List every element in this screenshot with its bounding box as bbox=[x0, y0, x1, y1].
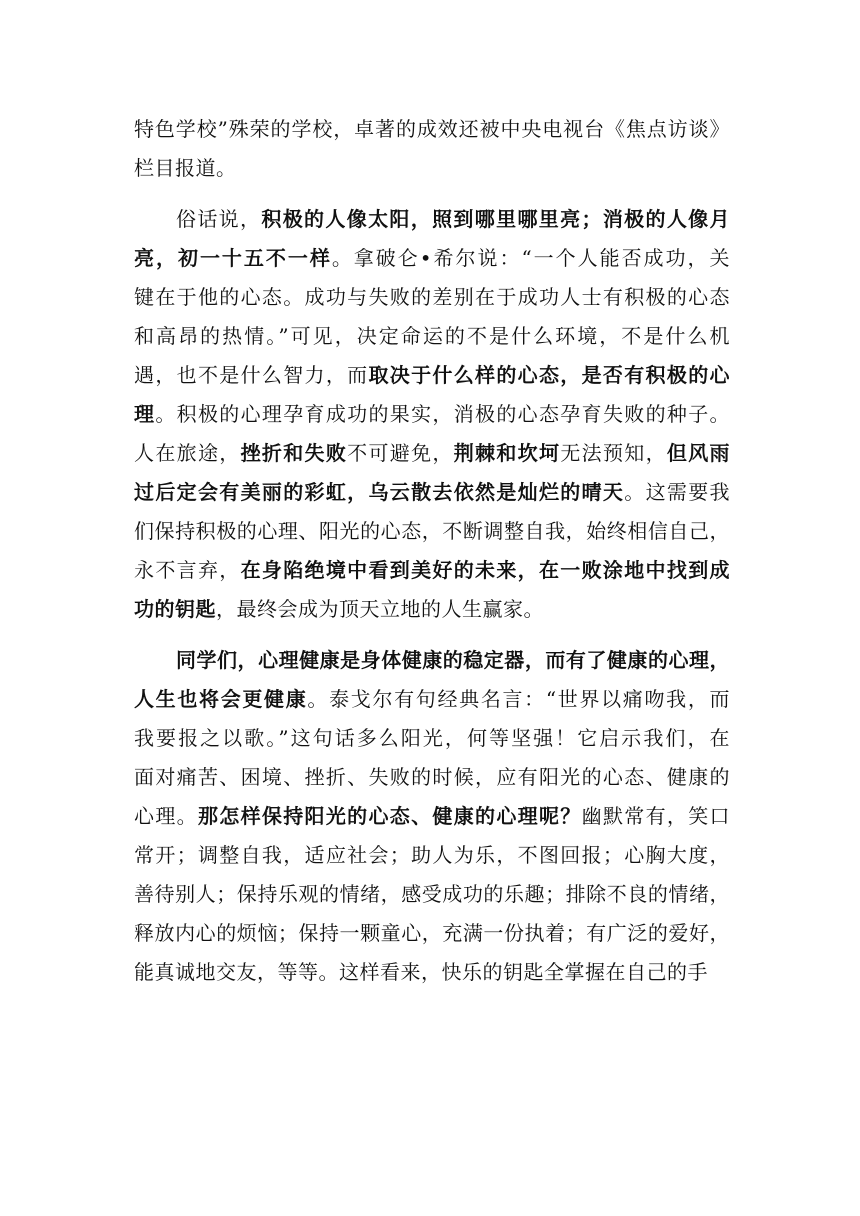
paragraph bbox=[134, 641, 730, 992]
paragraph-spacing bbox=[134, 629, 730, 641]
text-run: 善待别人；保持乐观的情绪，感受成功的乐趣；排除不良的情绪， bbox=[134, 882, 730, 906]
text-line bbox=[134, 551, 730, 590]
bold-text-run: 取决于什么样的心态，是否有积极的心 bbox=[368, 363, 730, 387]
text-run: 人在旅途， bbox=[134, 441, 241, 465]
bold-text-run: 挫折和失败 bbox=[240, 441, 348, 465]
text-line bbox=[134, 953, 730, 992]
text-run: 特色学校”殊荣的学校，卓著的成效还被中央电视台《焦点访谈》 bbox=[134, 117, 730, 141]
text-run: 无法预知， bbox=[560, 441, 667, 465]
text-line bbox=[134, 200, 730, 239]
bold-text-run: 但风雨 bbox=[666, 441, 730, 465]
paragraph-spacing bbox=[134, 188, 730, 200]
text-line bbox=[134, 680, 730, 719]
paragraph bbox=[134, 200, 730, 629]
text-run: 遇，也不是什么智力，而 bbox=[134, 363, 369, 387]
bold-text-run: 亮，初一十五不一样 bbox=[134, 246, 332, 270]
text-line bbox=[134, 110, 730, 149]
paragraph bbox=[134, 110, 730, 188]
text-line bbox=[134, 473, 730, 512]
text-run: 永不言弃， bbox=[134, 558, 241, 582]
text-line bbox=[134, 317, 730, 356]
bold-text-run: 人生也将会更健康 bbox=[134, 687, 308, 711]
text-run: 我要报之以歌。”这句话多么阳光，何等坚强！它启示我们，在 bbox=[134, 726, 730, 750]
text-line bbox=[134, 914, 730, 953]
text-run: 俗话说， bbox=[176, 207, 262, 231]
text-line bbox=[134, 395, 730, 434]
text-line bbox=[134, 875, 730, 914]
text-line bbox=[134, 590, 730, 629]
text-run: 。泰戈尔有句经典名言：“世界以痛吻我，而 bbox=[307, 687, 730, 711]
text-run: 。拿破仑•希尔说：“一个人能否成功，关 bbox=[331, 246, 730, 270]
text-run: 。这需要我 bbox=[624, 480, 730, 504]
text-run: 能真诚地交友，等等。这样看来，快乐的钥匙全掌握在自己的手 bbox=[134, 960, 708, 984]
text-run: 和高昂的热情。”可见，决定命运的不是什么环境，不是什么机 bbox=[134, 324, 730, 348]
text-line bbox=[134, 797, 730, 836]
bold-text-run: 同学们，心理健康是身体健康的稳定器，而有了健康的心理， bbox=[176, 648, 730, 672]
text-line bbox=[134, 641, 730, 680]
bold-text-run: 功的钥匙 bbox=[134, 597, 216, 621]
bold-text-run: 在身陷绝境中看到美好的未来，在一败涂地中找到成 bbox=[240, 558, 730, 582]
text-run: 栏目报道。 bbox=[134, 156, 237, 180]
text-line bbox=[134, 278, 730, 317]
text-run: 常开；调整自我，适应社会；助人为乐，不图回报；心胸大度， bbox=[134, 843, 730, 867]
text-line bbox=[134, 149, 730, 188]
text-line bbox=[134, 719, 730, 758]
text-line bbox=[134, 356, 730, 395]
bold-text-run: 过后定会有美丽的彩虹，乌云散去依然是灿烂的晴天 bbox=[134, 480, 625, 504]
text-run: 键在于他的心态。成功与失败的差别在于成功人士有积极的心态 bbox=[134, 285, 730, 309]
bold-text-run: 荆棘和坎坷 bbox=[453, 441, 561, 465]
bold-text-run: 理 bbox=[134, 402, 156, 426]
text-line bbox=[134, 239, 730, 278]
text-run: ，最终会成为顶天立地的人生赢家。 bbox=[216, 597, 544, 621]
text-run: 心理。 bbox=[134, 804, 198, 828]
text-run: 面对痛苦、困境、挫折、失败的时候，应有阳光的心态、健康的 bbox=[134, 765, 730, 789]
text-run: 。积极的心理孕育成功的果实，消极的心态孕育失败的种子。 bbox=[155, 402, 730, 426]
text-run: 释放内心的烦恼；保持一颗童心，充满一份执着；有广泛的爱好， bbox=[134, 921, 730, 945]
text-run: 不可避免， bbox=[347, 441, 454, 465]
text-line bbox=[134, 434, 730, 473]
body-text bbox=[134, 110, 730, 992]
text-line bbox=[134, 512, 730, 551]
text-line bbox=[134, 758, 730, 797]
text-line bbox=[134, 836, 730, 875]
text-run: 们保持积极的心理、阳光的心态，不断调整自我，始终相信自己， bbox=[134, 519, 730, 543]
text-run: 幽默常有，笑口 bbox=[581, 804, 730, 828]
bold-text-run: 那怎样保持阳光的心态、健康的心理呢？ bbox=[197, 804, 582, 828]
bold-text-run: 积极的人像太阳，照到哪里哪里亮；消极的人像月 bbox=[261, 207, 730, 231]
